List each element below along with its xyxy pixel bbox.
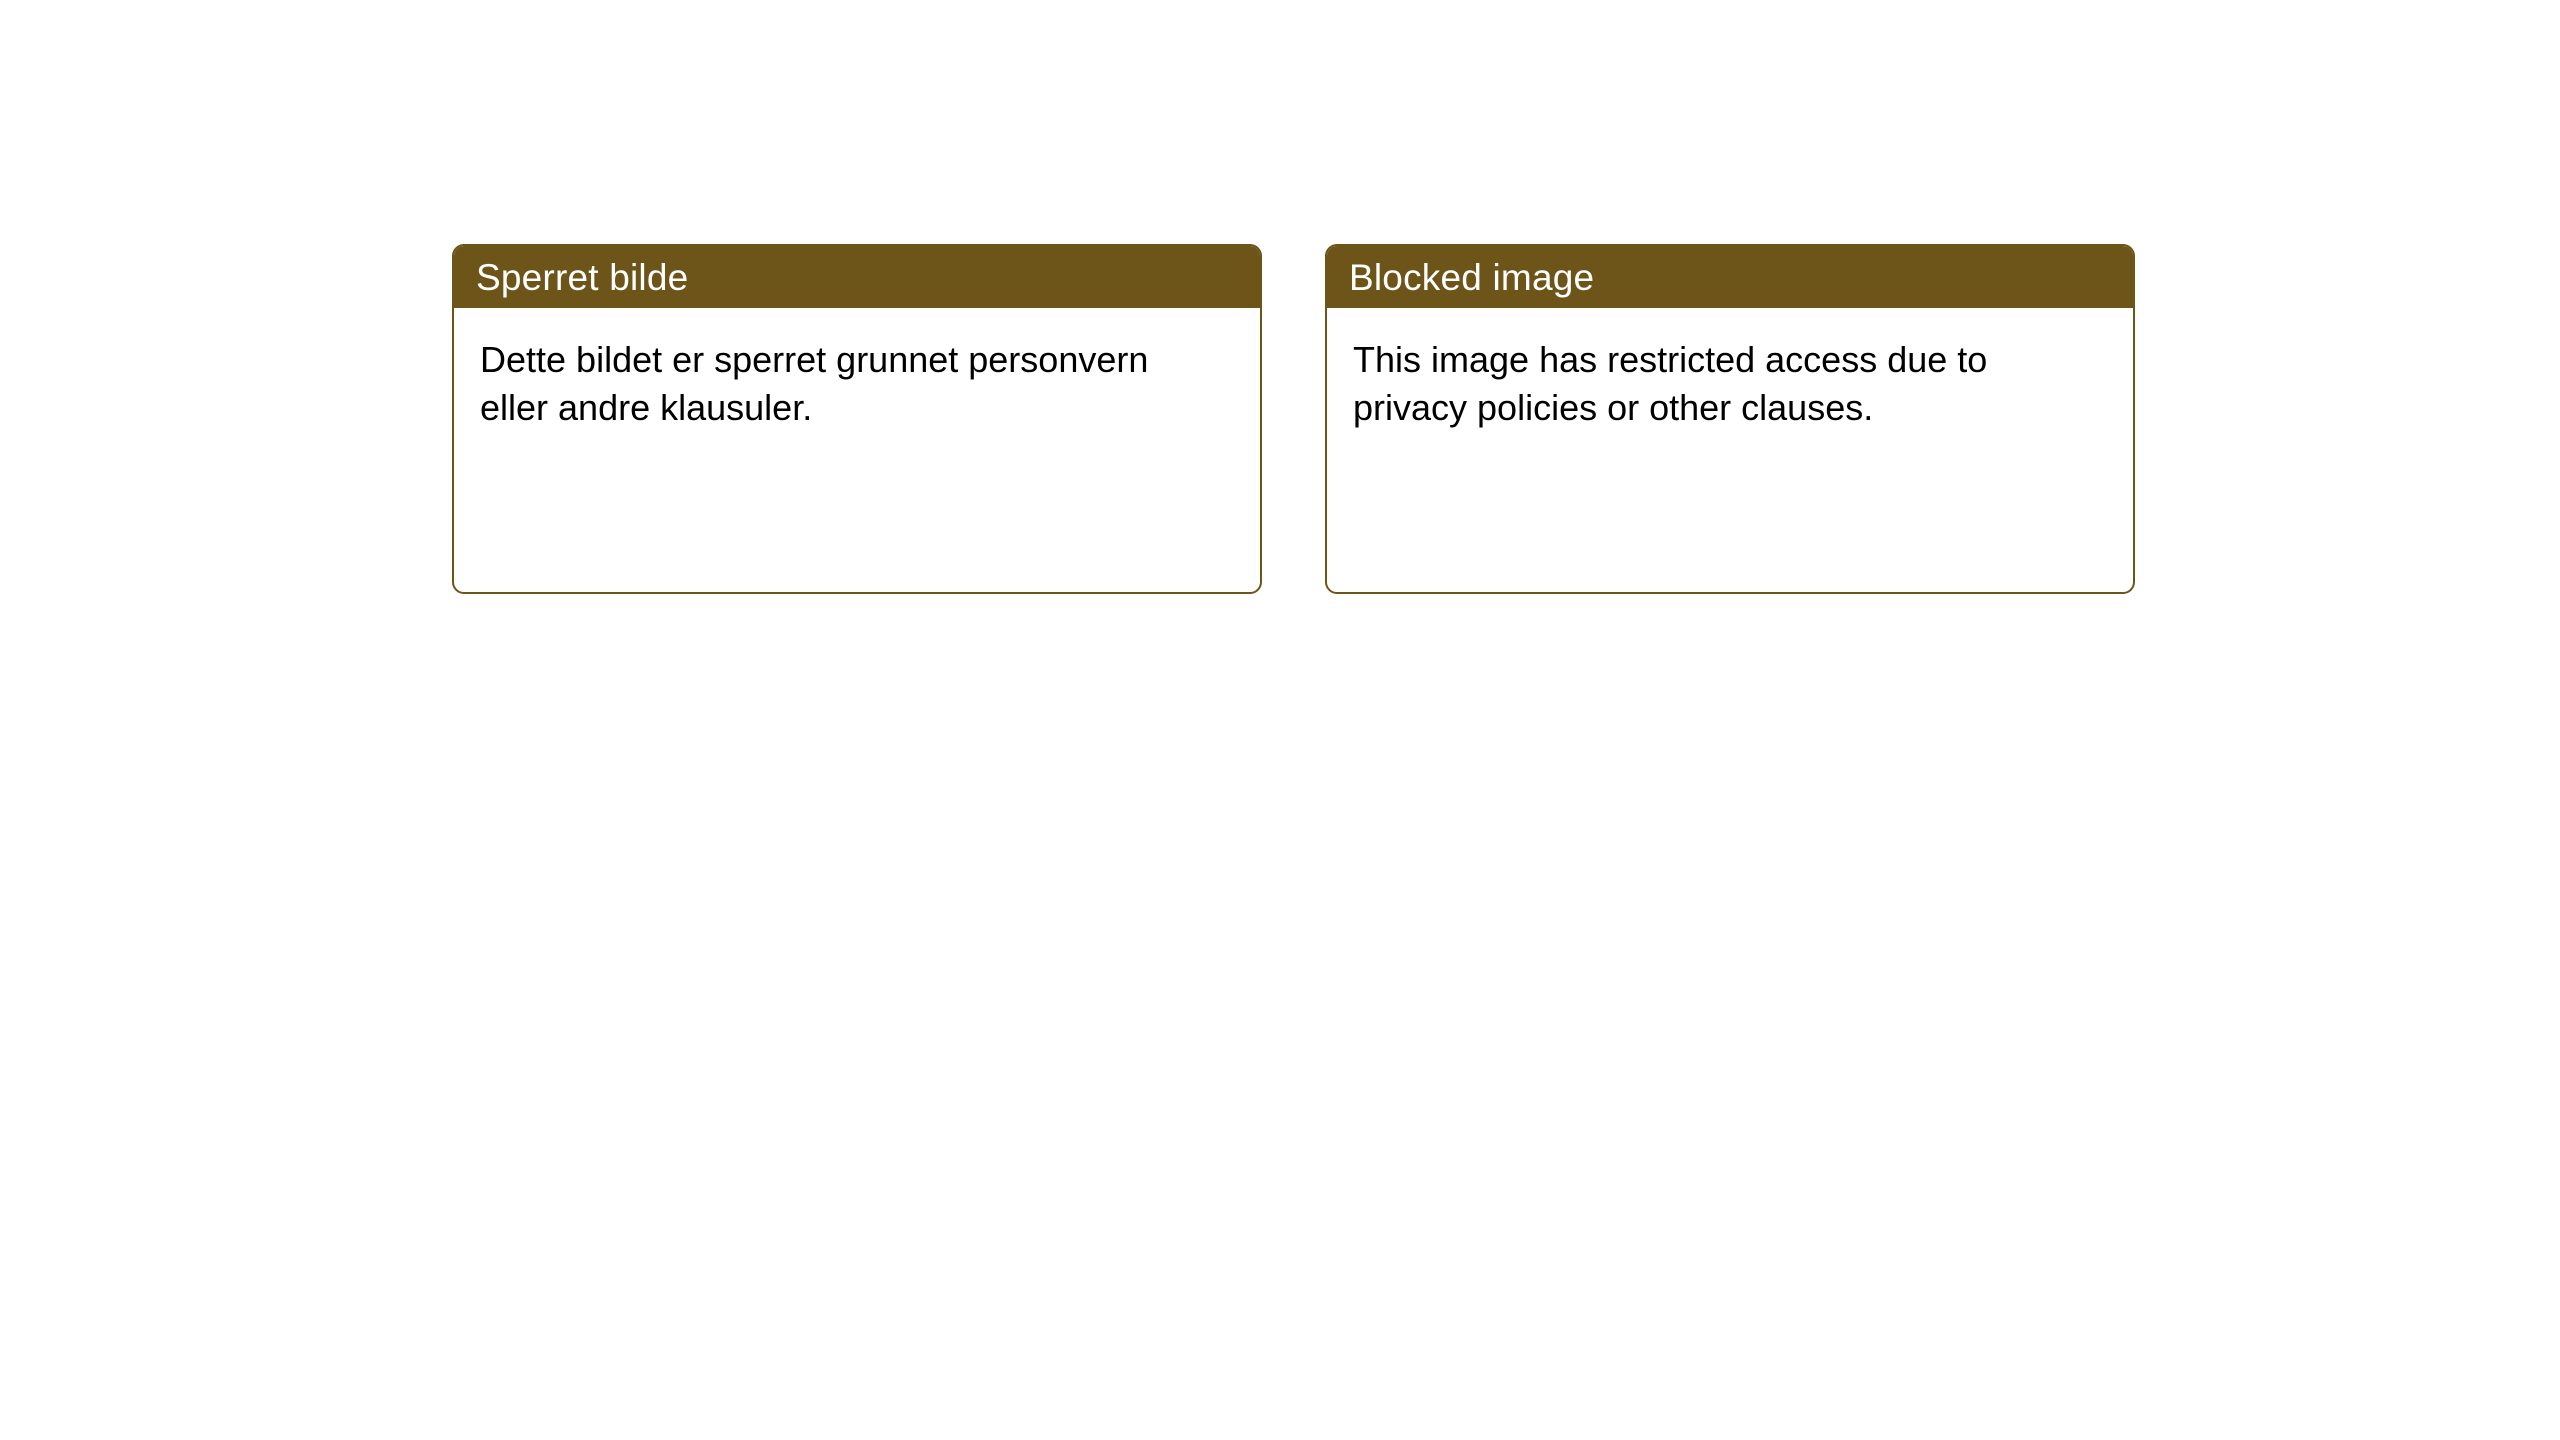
blocked-image-notice-norwegian <box>452 244 1262 594</box>
notice-header-norwegian <box>454 246 1260 308</box>
notice-header-english <box>1327 246 2133 308</box>
notice-body-english <box>1327 308 2133 432</box>
blocked-image-notices <box>452 244 2135 594</box>
notice-title-english: Blocked image <box>1349 256 1595 298</box>
notice-body-norwegian <box>454 308 1260 432</box>
notice-message-english: This image has restricted access due to privacy policies or other clauses. <box>1353 339 1988 428</box>
notice-message-norwegian: Dette bildet er sperret grunnet personvern eller andre klausuler. <box>480 339 1149 428</box>
blocked-image-notice-english <box>1325 244 2135 594</box>
notice-title-norwegian: Sperret bilde <box>476 256 689 298</box>
